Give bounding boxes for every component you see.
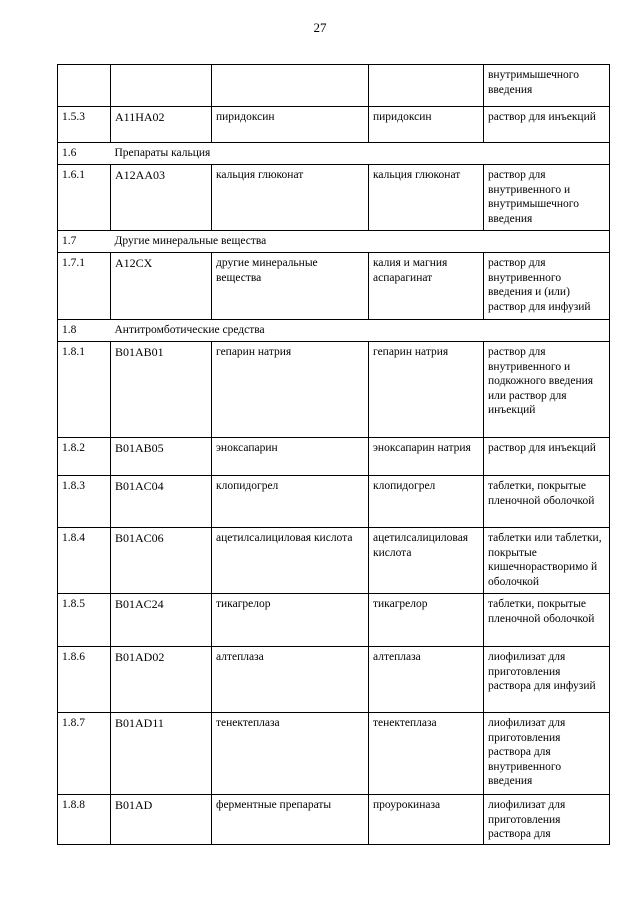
pharmacological-group: пиридоксин [212, 107, 369, 143]
table-row [58, 253, 610, 320]
section-row [58, 231, 610, 253]
dosage-form: раствор для внутривенного введения и (или) раствор для инфузий [484, 253, 610, 320]
pharmacological-group: кальция глюконат [212, 165, 369, 231]
row-number: 1.8.7 [58, 713, 111, 795]
row-number: 1.7.1 [58, 253, 111, 320]
table-row [58, 647, 610, 713]
pharmacological-group: алтеплаза [212, 647, 369, 713]
row-number: 1.8.4 [58, 528, 111, 594]
dosage-form: раствор для внутривенного и подкожного введения или раствор для инъекций [484, 342, 610, 438]
section-number: 1.8 [58, 320, 111, 342]
section-title: Препараты кальция [111, 143, 610, 165]
atc-code: A12AA03 [111, 165, 212, 231]
inn-name: ацетилсалициловая кислота [369, 528, 484, 594]
pharmacological-group: клопидогрел [212, 476, 369, 528]
section-title: Другие минеральные вещества [111, 231, 610, 253]
table-row [58, 438, 610, 476]
row-number: 1.8.1 [58, 342, 111, 438]
pharmacological-group: гепарин натрия [212, 342, 369, 438]
atc-code: B01AC04 [111, 476, 212, 528]
page-number: 27 [313, 20, 327, 35]
table-row [58, 476, 610, 528]
atc-code: B01AB05 [111, 438, 212, 476]
section-number: 1.7 [58, 231, 111, 253]
row-number: 1.8.8 [58, 795, 111, 845]
atc-code: B01AD02 [111, 647, 212, 713]
dosage-form: раствор для инъекций [484, 107, 610, 143]
inn-name: гепарин натрия [369, 342, 484, 438]
inn-name: клопидогрел [369, 476, 484, 528]
row-number [58, 65, 111, 107]
drug-table [57, 64, 610, 845]
table-row [58, 713, 610, 795]
inn-name: проурокиназа [369, 795, 484, 845]
dosage-form: раствор для внутривенного и внутримышечного введения [484, 165, 610, 231]
table-row [58, 165, 610, 231]
row-number: 1.8.2 [58, 438, 111, 476]
section-number: 1.6 [58, 143, 111, 165]
row-number: 1.8.5 [58, 594, 111, 647]
atc-code: B01AD11 [111, 713, 212, 795]
atc-code: A12CX [111, 253, 212, 320]
table-row [58, 594, 610, 647]
table-row [58, 65, 610, 107]
inn-name: тикагрелор [369, 594, 484, 647]
inn-name [369, 65, 484, 107]
pharmacological-group: тикагрелор [212, 594, 369, 647]
atc-code: B01AC06 [111, 528, 212, 594]
dosage-form: таблетки, покрытые пленочной оболочкой [484, 594, 610, 647]
section-title: Антитромботические средства [111, 320, 610, 342]
pharmacological-group [212, 65, 369, 107]
dosage-form: лиофилизат для приготовления раствора для [484, 795, 610, 845]
table-row [58, 342, 610, 438]
inn-name: калия и магния аспарагинат [369, 253, 484, 320]
atc-code [111, 65, 212, 107]
section-row [58, 143, 610, 165]
atc-code: B01AD [111, 795, 212, 845]
row-number: 1.8.3 [58, 476, 111, 528]
drug-table-body [58, 65, 610, 845]
pharmacological-group: эноксапарин [212, 438, 369, 476]
section-row [58, 320, 610, 342]
pharmacological-group: ацетилсалициловая кислота [212, 528, 369, 594]
table-row [58, 528, 610, 594]
inn-name: тенектеплаза [369, 713, 484, 795]
row-number: 1.6.1 [58, 165, 111, 231]
dosage-form: таблетки или таблетки, покрытые кишечнорастворимо й оболочкой [484, 528, 610, 594]
table-row [58, 107, 610, 143]
inn-name: пиридоксин [369, 107, 484, 143]
row-number: 1.5.3 [58, 107, 111, 143]
dosage-form: таблетки, покрытые пленочной оболочкой [484, 476, 610, 528]
dosage-form: лиофилизат для приготовления раствора для инфузий [484, 647, 610, 713]
inn-name: алтеплаза [369, 647, 484, 713]
pharmacological-group: другие минеральные вещества [212, 253, 369, 320]
atc-code: A11HA02 [111, 107, 212, 143]
table-row [58, 795, 610, 845]
atc-code: B01AC24 [111, 594, 212, 647]
inn-name: кальция глюконат [369, 165, 484, 231]
dosage-form: раствор для инъекций [484, 438, 610, 476]
row-number: 1.8.6 [58, 647, 111, 713]
dosage-form: лиофилизат для приготовления раствора для внутривенного введения [484, 713, 610, 795]
pharmacological-group: ферментные препараты [212, 795, 369, 845]
inn-name: эноксапарин натрия [369, 438, 484, 476]
atc-code: B01AB01 [111, 342, 212, 438]
pharmacological-group: тенектеплаза [212, 713, 369, 795]
dosage-form: внутримышечного введения [484, 65, 610, 107]
